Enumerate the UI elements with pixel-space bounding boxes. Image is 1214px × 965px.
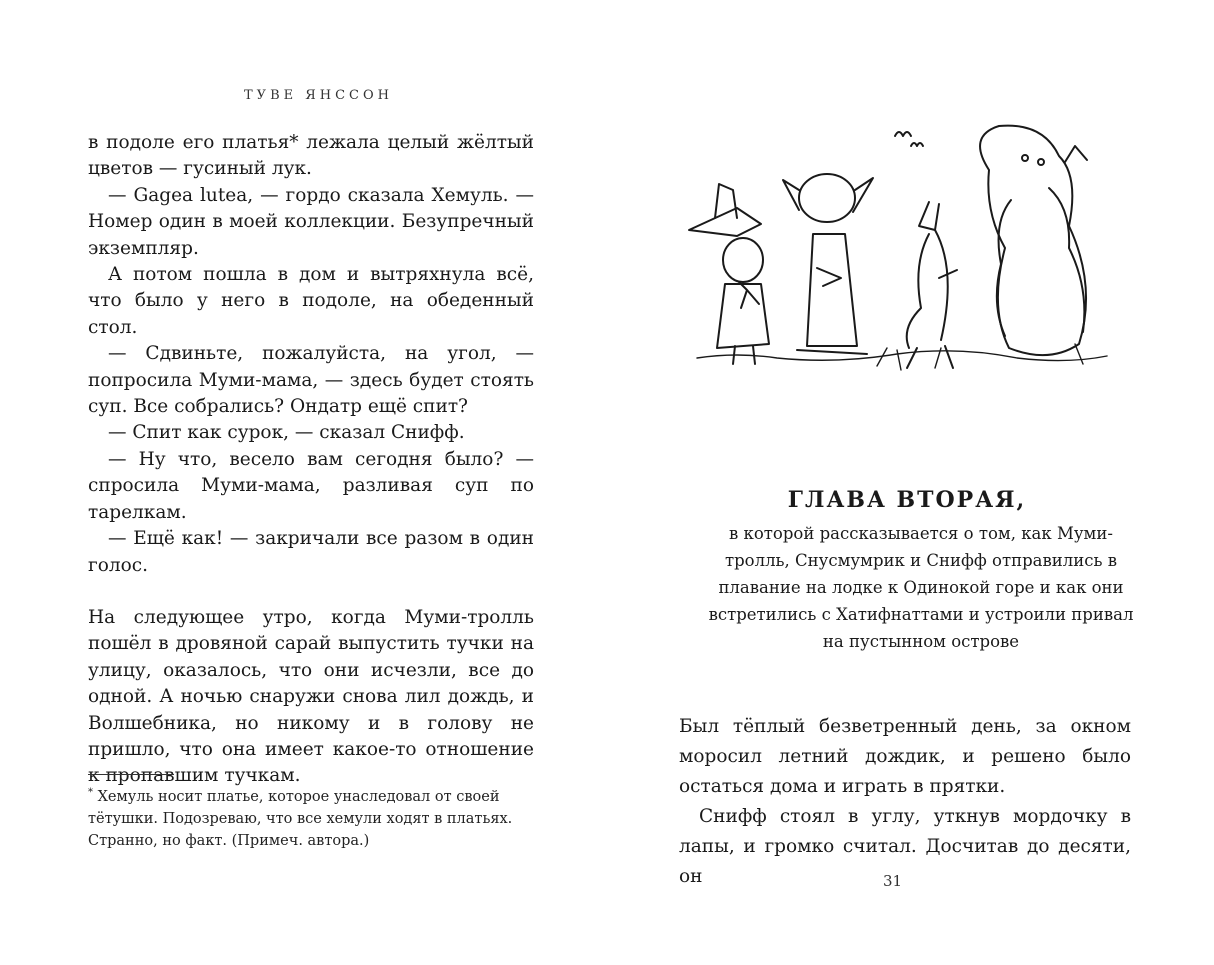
footnote-divider [88,774,174,775]
section-gap [88,579,534,605]
running-head: ТУВЕ ЯНССОН [244,88,393,103]
chapter-summary: в которой рассказывается о том, как Муми-тролль, Снусмумрик и Снифф отправились в плавание на лодке к Одинокой горе и как они встретились с Хатифнаттами и устроили привал на пустынном острове [708,524,1134,651]
paragraph: — Сдвиньте, пожалуйста, на угол, — попросила Муми-мама, — здесь будет стоять суп. Все собрались? Ондатр ещё спит? [88,343,534,418]
footnote [88,782,534,852]
right-page-text [679,712,1131,892]
paragraph: — Ну что, весело вам сегодня было? — спросила Муми-мама, разливая суп по тарелкам. [88,448,534,523]
paragraph: Снифф стоял в углу, уткнув мордочку в лапы, и громко считал. Досчитав до десяти, он [679,806,1131,887]
page-number: 31 [883,872,903,890]
right-page [607,0,1214,965]
paragraph: А потом пошла в дом и вытряхнула всё, что было у него в подоле, на обеденный стол. [88,264,534,338]
paragraph: — Ещё как! — закричали все разом в один голос. [88,528,534,576]
paragraph: — Gagea lutea, — гордо сказала Хемуль. — Номер один в моей коллекции. Безупречный экземпляр. [88,184,534,259]
paragraph: На следующее утро, когда Муми-тролль пошёл в дровяной сарай выпустить тучки на улицу, оказалось, что они исчезли, все до одной. А ночью снаружи снова лил дождь, и Волшебника, но никому и в голову не пришло, что она имеет какое-то отношение к пропавшим тучкам. [88,606,534,787]
chapter-title: ГЛАВА ВТОРАЯ, [787,487,1027,513]
footnote-text: Хемуль носит платье, которое унаследовал от своей тётушки. Подозреваю, что все хемули ходят в платьях. Странно, но факт. (Примеч. автора.) [88,788,513,849]
moomin-characters-illustration [677,118,1137,388]
footnote-mark: * [88,787,93,798]
paragraph: в подоле его платья* лежала целый жёлтый цветов — гусиный лук. [88,132,534,180]
left-page-text [88,130,534,790]
paragraph: — Спит как сурок, — сказал Снифф. [108,422,465,444]
paragraph: Был тёплый безветренный день, за окном моросил летний дождик, и решено было остаться дома и играть в прятки. [679,716,1131,797]
